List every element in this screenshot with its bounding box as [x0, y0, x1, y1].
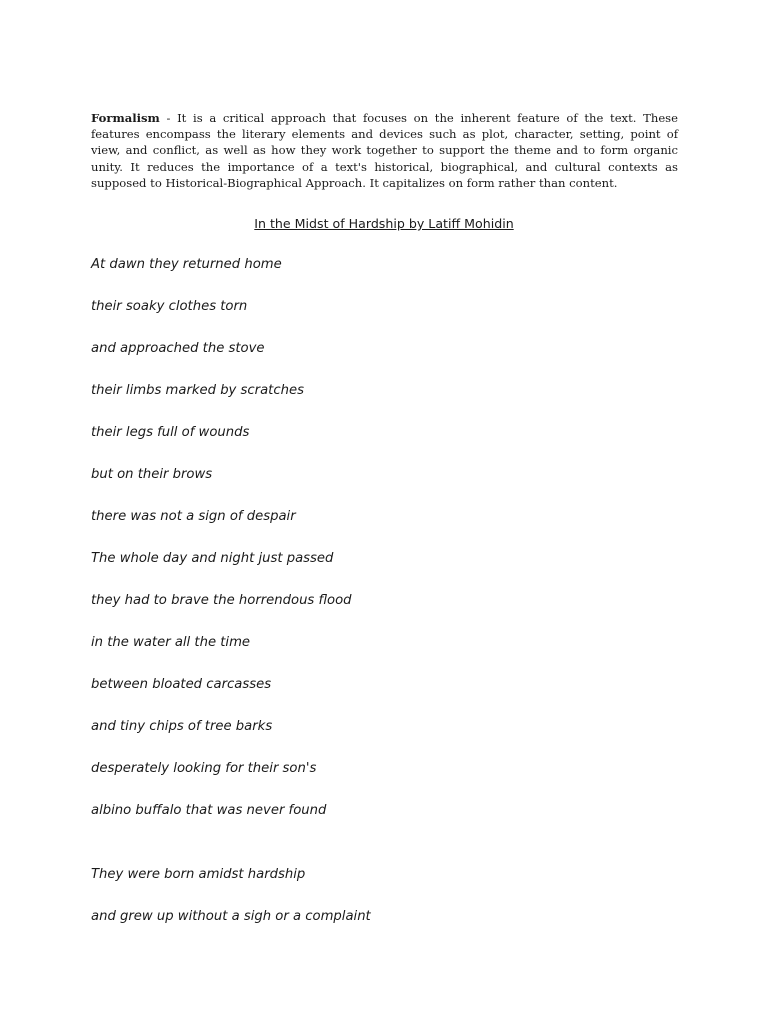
intro-text: - It is a critical approach that focuses on the inherent feature of the text. These features encompass the literary elements and devices such as plot, character, setting, point of view, and conflict, as well as how they work together to support the theme and to form organic unity. It reduces the importance of a text's historical, biographical, and cultural contexts as supposed to Historical-Biographical Approach. It capitalizes on form rather than content.: [91, 111, 678, 190]
intro-paragraph: [91, 110, 678, 191]
poem-line: their soaky clothes torn: [91, 299, 248, 314]
poem-line: their limbs marked by scratches: [91, 383, 304, 398]
poem-line: they had to brave the horrendous flood: [91, 593, 352, 608]
poem-line: between bloated carcasses: [91, 677, 272, 692]
poem-line: in the water all the time: [91, 635, 251, 650]
poem-line: there was not a sign of despair: [91, 509, 296, 524]
poem-line: At dawn they returned home: [91, 257, 282, 272]
poem-line: The whole day and night just passed: [91, 551, 334, 566]
poem-line: desperately looking for their son's: [91, 761, 317, 776]
poem-line: They were born amidst hardship: [91, 867, 306, 882]
poem-line: and tiny chips of tree barks: [91, 719, 273, 734]
poem-title: In the Midst of Hardship by Latiff Mohidin: [254, 216, 514, 231]
poem-line: albino buffalo that was never found: [91, 803, 327, 818]
poem-line: and approached the stove: [91, 341, 265, 356]
poem-line: their legs full of wounds: [91, 425, 250, 440]
intro-term: Formalism: [91, 111, 160, 125]
poem-line: and grew up without a sigh or a complaint: [91, 909, 371, 924]
poem-line: but on their brows: [91, 467, 213, 482]
